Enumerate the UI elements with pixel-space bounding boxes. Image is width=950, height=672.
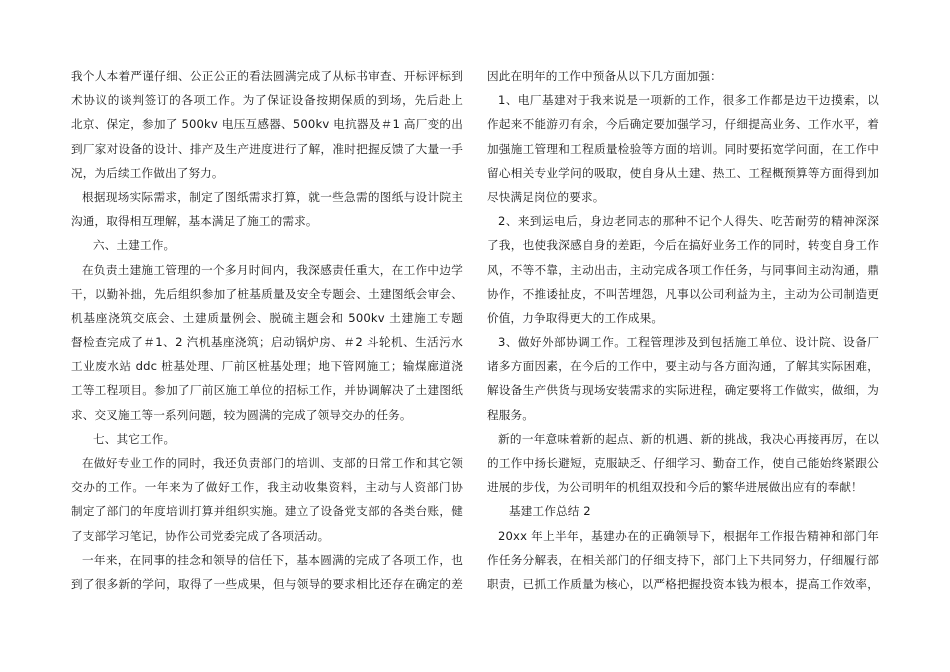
- section-heading: 基建工作总结 2: [509, 504, 591, 519]
- text-line: 了支部学习笔记，协作公司党委完成了各项活动。: [71, 528, 330, 543]
- text-line: 干，以勤补拙，先后组织参加了桩基质量及安全专题会、土建图纸会审会、: [71, 286, 463, 301]
- text-line: 新的一年意味着新的起点、新的机遇、新的挑战，我决心再接再厉，在以: [498, 431, 879, 446]
- text-line: 到厂家对设备的设计、排产及生产进度进行了解，准时把握反馈了大量一手: [71, 141, 463, 156]
- text-line: 我个人本着严谨仔细、公正公正的看法圆满完成了从标书审查、开标评标到: [71, 69, 463, 83]
- left-column: [71, 64, 463, 596]
- section-heading: 七、其它工作。: [93, 431, 176, 446]
- text-line: 到了很多新的学问，取得了一些成果，但与领导的要求相比还存在确定的差: [71, 576, 463, 591]
- text-line: 2、来到运电后，身边老同志的那种不记个人得失、吃苦耐劳的精神深深: [498, 214, 879, 229]
- text-line: 协作，不推诿扯皮，不叫苦埋怨，凡事以公司利益为主，主动为公司制造更: [487, 286, 879, 301]
- text-line: 北京、保定，参加了 500kv 电压互感器、500kv 电抗器及＃1 高厂变的出: [71, 117, 463, 132]
- text-line: 的工作中扬长避短，克服缺乏、仔细学习、勤奋工作，使自己能始终紧跟公: [487, 456, 879, 470]
- text-line: 进展的步伐，为公司明年的机组双投和今后的繁华进展做出应有的奉献！: [487, 480, 863, 495]
- text-line: 加强施工管理和工程质量检验等方面的培训。同时要拓宽学问面，在工作中: [487, 141, 879, 156]
- section-heading: 六、土建工作。: [93, 238, 176, 253]
- right-column: [487, 64, 879, 596]
- text-line: 20xx 年上半年，基建办在的正确领导下，根据年工作报告精神和部门年: [498, 528, 879, 543]
- text-line: 在负责土建施工管理的一个多月时间内，我深感责任重大，在工作中边学: [82, 262, 463, 277]
- text-line: 因此在明年的工作中预备从以下几方面加强：: [487, 69, 722, 83]
- text-line: 了我，也使我深感自身的差距，今后在搞好业务工作的同时，转变自身工作: [487, 238, 879, 253]
- text-line: 术协议的谈判签订的各项工作。为了保证设备按期保质的到场，先后赴上: [71, 93, 463, 108]
- text-line: 诸多方面因素，在今后的工作中，要主动与各方面沟通，了解其实际困难，: [487, 359, 879, 374]
- text-line: 尽快满足岗位的要求。: [487, 189, 605, 204]
- text-line: 程服务。: [487, 407, 534, 422]
- text-line: 机基座浇筑交底会、土建质量例会、脱硫主题会和 500kv 土建施工专题: [71, 310, 463, 325]
- text-line: 作起来不能游刃有余，今后确定要加强学习，仔细提高业务、工作水平，着: [487, 117, 879, 132]
- text-line: 解设备生产供货与现场安装需求的实际进程，确定要将工作做实，做细，为: [487, 383, 879, 398]
- text-line: 在做好专业工作的同时，我还负责部门的培训、支部的日常工作和其它领: [82, 456, 463, 470]
- text-line: 根据现场实际需求，制定了图纸需求打算，就一些急需的图纸与设计院主: [82, 189, 463, 204]
- text-line: 求、交叉施工等一系列问题，较为圆满的完成了领导交办的任务。: [71, 407, 412, 422]
- text-line: 工等工程项目。参加了厂前区施工单位的招标工作，并协调解决了土建图纸: [71, 383, 463, 398]
- text-line: 制定了部门的年度培训打算并组织实施。建立了设备党支部的各类台账，健: [71, 504, 463, 519]
- text-line: 作任务分解表，在相关部门的仔细支持下，部门上下共同努力，仔细履行部: [487, 552, 879, 567]
- text-line: 交办的工作。一年来为了做好工作，我主动收集资料，主动与人资部门协: [71, 480, 463, 495]
- text-line: 况，为后续工作做出了努力。: [71, 165, 224, 180]
- text-line: 一年来，在同事的挂念和领导的信任下，基本圆满的完成了各项工作，也: [82, 552, 463, 567]
- text-line: 风，不等不靠，主动出击，主动完成各项工作任务，与同事间主动沟通，鼎: [487, 262, 879, 277]
- text-line: 3、做好外部协调工作。工程管理涉及到包括施工单位、设计院、设备厂: [498, 335, 879, 350]
- text-line: 沟通，取得相互理解，基本满足了施工的需求。: [71, 214, 318, 229]
- text-line: 价值，力争取得更大的工作成果。: [487, 310, 664, 325]
- text-line: 职责，已抓工作质量为核心，以严格把握投资本钱为根本，提高工作效率，: [487, 576, 879, 591]
- text-line: 工业废水站 ddc 桩基处理、厂前区桩基处理；地下管网施工；输煤廊道浇: [71, 359, 463, 374]
- text-line: 留心相关专业学问的吸取，使自身从土建、热工、工程概预算等方面得到加: [487, 165, 879, 180]
- text-line: 1、电厂基建对于我来说是一项新的工作，很多工作都是边干边摸索，以: [498, 93, 879, 108]
- text-line: 督检查完成了＃1、2 汽机基座浇筑；启动锅炉房、＃2 斗轮机、生活污水: [71, 335, 463, 350]
